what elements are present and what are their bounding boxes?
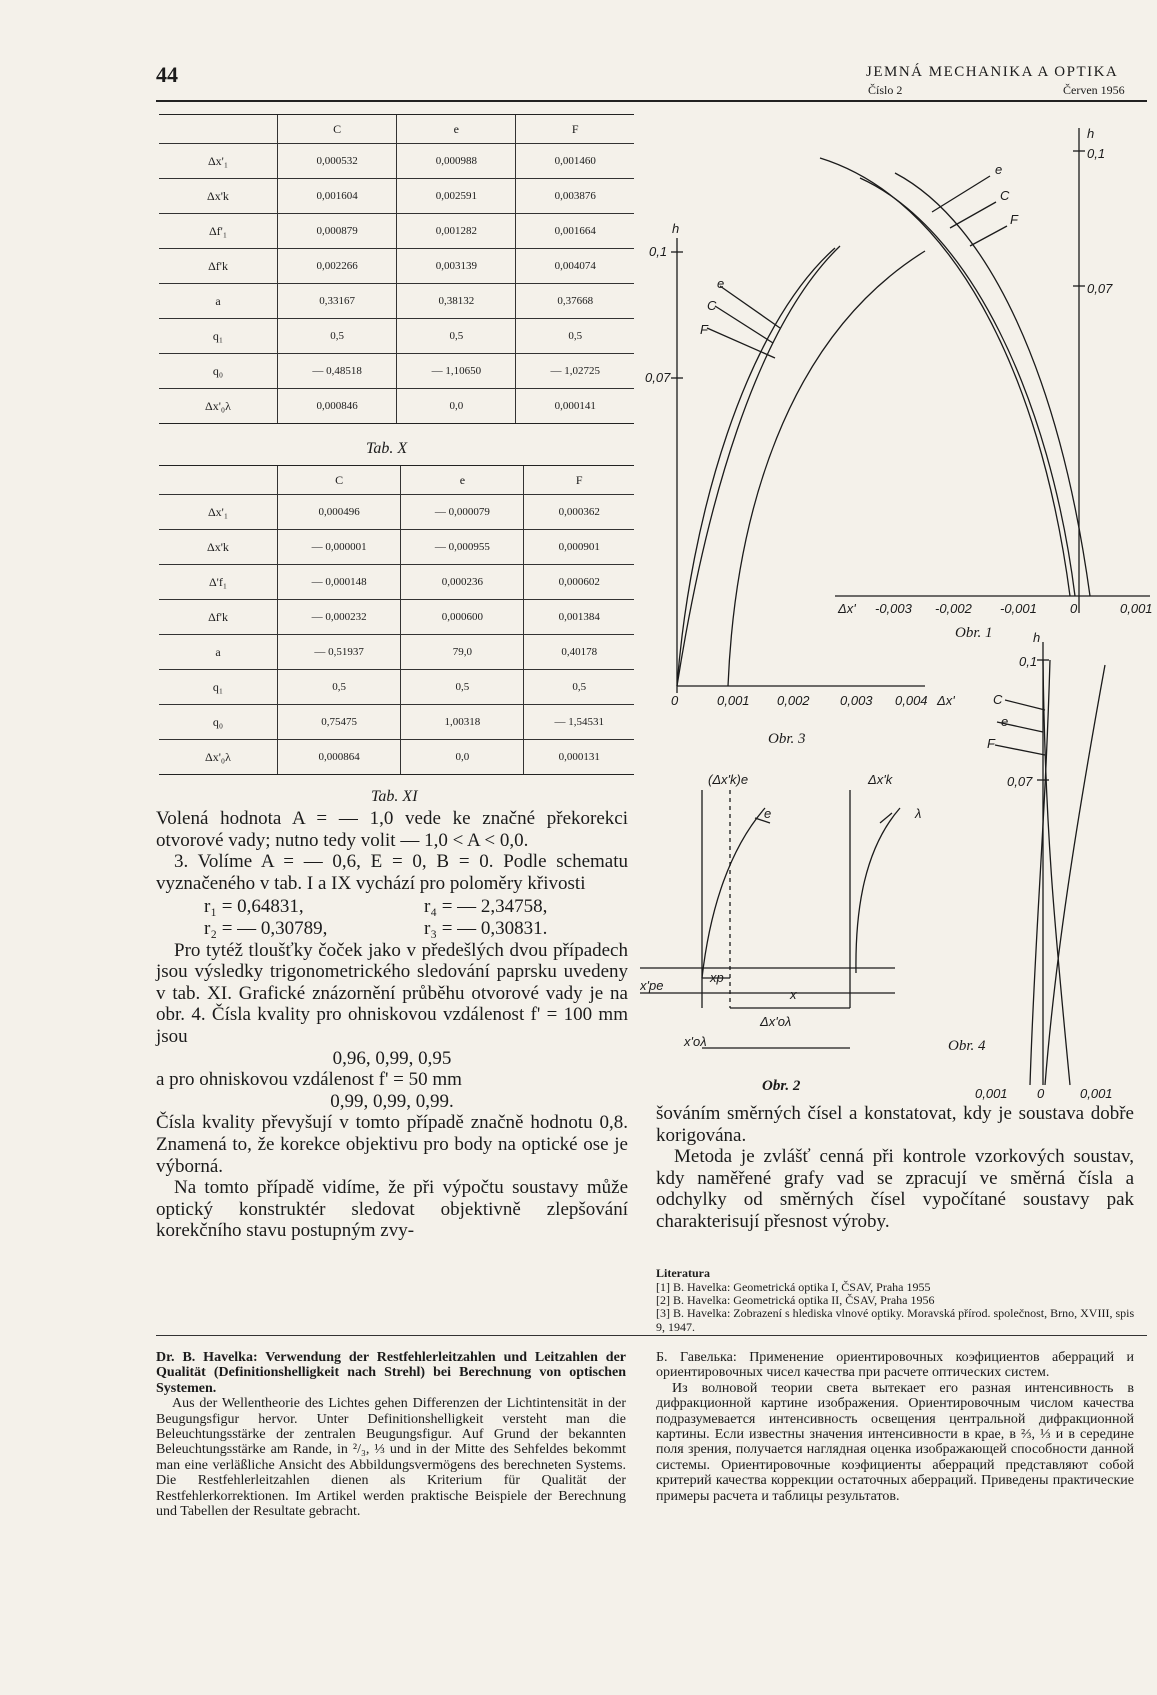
axis-label-h: h	[672, 221, 680, 236]
curve-label: e	[717, 276, 725, 291]
issue-number: Číslo 2	[868, 83, 903, 97]
column-header: F	[516, 115, 634, 144]
table-header-row	[159, 466, 634, 495]
table-row: Δx'₀λ 0,000864 0,0 0,000131	[159, 740, 634, 775]
issue-date: Červen 1956	[1063, 83, 1125, 97]
abstract-body: Из волновой теории света вытекает его разная интенсивность в дифракционной картине изображения. Ориентировочным числом качества подразумевается интенсивность освещения центральной дифракционной картины. Если известны значения интенсивности в крае, в ⅔, ⅓ и в середине поля зрения, получается наглядная оценка изображающей способности данной системы. Ориентировочные коэфициенты аберраций представляют собой критерий качества коррекции остаточных аберраций. Приведены практические примеры расчета и таблицы результатов.	[656, 1380, 1134, 1504]
curve-label: F	[700, 322, 708, 337]
tick-label: 0,1	[649, 244, 668, 259]
journal-title: JEMNÁ MECHANIKA A OPTIKA	[866, 64, 1119, 80]
paragraph: šováním směrných čísel a konstatovat, kdy je soustava dobře korigována.	[656, 1103, 1134, 1146]
tick-label: 0,1	[1019, 654, 1038, 669]
abstract-russian	[656, 1350, 1134, 1504]
equation-r3: r₃ = — 0,30831.	[424, 917, 548, 939]
label-xol: x'oλ	[684, 1034, 707, 1049]
abstract-title: Б. Гавелька: Применение ориентировочных коэфициентов аберраций и ориентировочных чисел качества при расчете оптических систем.	[656, 1350, 1134, 1381]
column-header: e	[401, 466, 524, 495]
curve-lambda	[856, 808, 900, 973]
abstract-body: Aus der Wellentheorie des Lichtes gehen Differenzen der Lichtintensität in der Beugungsfigur hervor. Unter Definitionshelligkeit versteht man die Beleuchtungsstärke der zentralen Beugungsfigur. Auf Grund der bekannten Beleuchtungsstärke am Rande, in ²/₃, ⅓ und in der Mitte des Sehfeldes bekommt man eine verläßliche Ansicht des Abbildungsvermögens des berechneten Systems. Die Restfehlerleitzahlen dienen als Kriterium für Qualität der Restfehlerkorrektionen. Im Artikel werden praktische Beispiele der Berechnung und Tabellen der Resultate gebracht.	[156, 1396, 626, 1520]
curve-label: F	[987, 736, 995, 751]
tick-label: -0,001	[1000, 601, 1037, 616]
paragraph: Metoda je zvlášť cenná při kontrole vzorkových soustav, kdy naměřené grafy vad se zpracují ve směrná čísla a odchylky od směrných čísel vypočítané soustavy pak charakterisují přesnost výroby.	[656, 1146, 1134, 1232]
table-row: q₁ 0,5 0,5 0,5	[159, 670, 634, 705]
curve-label: C	[707, 298, 717, 313]
axis-label-x: Δx'	[937, 693, 955, 708]
tick-label: 0,07	[1087, 281, 1113, 296]
equation-r2: r₂ = — 0,30789,	[204, 917, 328, 939]
tick-label: 0,1	[1087, 146, 1106, 161]
label-lambda: λ	[915, 806, 922, 821]
curve-C	[1030, 660, 1050, 1085]
column-header: C	[278, 115, 397, 144]
table-row: Δ'f₁ — 0,000148 0,000236 0,000602	[159, 565, 634, 600]
paragraph: Čísla kvality převyšují v tomto případě značně hodnotu 0,8. Znamená to, že korekce objektivu pro body na optické ose je výborná.	[156, 1112, 628, 1177]
table-xi-caption: Tab. XI	[371, 788, 418, 805]
literature-heading: Literatura	[656, 1266, 710, 1280]
table-row: Δx'k 0,001604 0,002591 0,003876	[159, 179, 634, 214]
curve-F	[728, 251, 925, 686]
curve-label: e	[1001, 714, 1009, 729]
quality-numbers-50: 0,99, 0,99, 0,99.	[330, 1090, 454, 1112]
column-header: C	[278, 466, 401, 495]
tick-label: 0	[1037, 1086, 1045, 1100]
column-header: F	[524, 466, 634, 495]
tick-label: 0,001	[1080, 1086, 1113, 1100]
tick-label: 0	[1070, 601, 1078, 616]
tick-label: 0,001	[975, 1086, 1008, 1100]
curve-label: e	[995, 162, 1003, 177]
figure-obr-4	[975, 630, 1150, 1100]
tick-label: 0,07	[1007, 774, 1033, 789]
equation-row	[156, 896, 628, 918]
label-dxke: (Δx'k)e	[708, 772, 749, 787]
paragraph: a pro ohniskovou vzdálenost f' = 50 mm	[156, 1069, 462, 1091]
curve-e	[1043, 660, 1070, 1085]
reference-item: [2] B. Havelka: Geometrická optika II, ČSAV, Praha 1956	[656, 1293, 935, 1308]
table-row: Δx'₁ 0,000496 — 0,000079 0,000362	[159, 495, 634, 530]
figure-obr-2	[640, 768, 970, 1068]
curve-e	[702, 808, 765, 978]
table-row: Δx'₀λ 0,000846 0,0 0,000141	[159, 389, 634, 424]
paragraph: Na tomto případě vidíme, že při výpočtu soustavy může optický konstruktér sledovat objektivně zlepšování korekčního stavu postupným zvy-	[156, 1177, 628, 1242]
reference-item: [3] B. Havelka: Zobrazení s hlediska vlnové optiky. Moravská přírod. společnost, Brno, XVIII, spis 9, 1947.	[656, 1306, 1135, 1334]
table-row: q₀ — 0,48518 — 1,10650 — 1,02725	[159, 354, 634, 389]
equation-row	[156, 918, 628, 940]
table-xi	[159, 465, 634, 775]
abstract-title: Dr. B. Havelka: Verwendung der Restfehlerleitzahlen und Leitzahlen der Qualität (Definitionshelligkeit nach Strehl) bei Berechnung von optischen Systemen.	[156, 1350, 626, 1396]
tick-label: 0,001	[1120, 601, 1153, 616]
curve-e	[677, 248, 835, 686]
table-row: q₀ 0,75475 1,00318 — 1,54531	[159, 705, 634, 740]
tick-label: 0,07	[645, 370, 671, 385]
figure-caption: Obr. 2	[762, 1078, 801, 1094]
table-row: Δx'₁ 0,000532 0,000988 0,001460	[159, 144, 634, 179]
label-e: e	[764, 806, 772, 821]
curve-label: F	[1010, 212, 1018, 227]
table-header-row	[159, 115, 634, 144]
label-dxk: Δx'k	[868, 772, 893, 787]
paragraph: Volená hodnota A = — 1,0 vede ke značné překorekci otvorové vady; nutno tedy volit — 1,0 < A < 0,0.	[156, 808, 628, 851]
quality-numbers-100: 0,96, 0,99, 0,95	[332, 1047, 452, 1069]
table-x	[159, 114, 634, 424]
figure-caption: Obr. 3	[768, 731, 806, 747]
figure-caption: Obr. 4	[948, 1038, 986, 1054]
tick-label: 0,002	[777, 693, 810, 708]
paragraph: 3. Volíme A = — 0,6, E = 0, B = 0. Podle schematu vyznačeného v tab. I a IX vychází pro poloměry křivosti	[156, 851, 628, 894]
table-x-caption: Tab. X	[366, 440, 408, 457]
figure-obr-3	[645, 218, 960, 718]
equation-r4: r₄ = — 2,34758,	[424, 896, 548, 918]
table-row: Δf'k 0,002266 0,003139 0,004074	[159, 249, 634, 284]
table-row: Δx'k — 0,000001 — 0,000955 0,000901	[159, 530, 634, 565]
tick-label: 0	[671, 693, 679, 708]
curve-label: C	[1000, 188, 1010, 203]
table-row: a — 0,51937 79,0 0,40178	[159, 635, 634, 670]
label-xpe: x'pe	[640, 978, 664, 993]
right-column-text	[656, 1103, 1134, 1233]
tick-label: 0,001	[717, 693, 750, 708]
table-row: Δf'k — 0,000232 0,000600 0,001384	[159, 600, 634, 635]
curve-F	[1045, 665, 1105, 1085]
header-rule	[156, 100, 1147, 102]
tick-label: -0,002	[935, 601, 972, 616]
axis-label-h: h	[1087, 126, 1095, 141]
curve-C	[677, 246, 840, 686]
figure-caption: Obr. 1	[955, 625, 993, 641]
paragraph: Pro tytéž tloušťky čoček jako v předešlých dvou případech jsou výsledky trigonometrického sledování paprsku uvedeny v tab. XI. Grafické znázornění průběhu otvorové vady je na obr. 4. Čísla kvality pro ohniskovou vzdálenost f' = 100 mm jsou	[156, 939, 628, 1047]
literature-list	[656, 1281, 1136, 1334]
table-row: q₁ 0,5 0,5 0,5	[159, 319, 634, 354]
left-column-text	[156, 808, 628, 1242]
abstract-rule	[156, 1335, 1147, 1336]
axis-label-x: Δx'	[838, 601, 856, 616]
table-row: a 0,33167 0,38132 0,37668	[159, 284, 634, 319]
abstract-german	[156, 1350, 626, 1519]
curve-label: C	[993, 692, 1003, 707]
tick-label: 0,004	[895, 693, 928, 708]
column-header: e	[397, 115, 516, 144]
label-dxol: Δx'oλ	[760, 1014, 792, 1029]
tick-label: -0,003	[875, 601, 912, 616]
table-row: Δf'₁ 0,000879 0,001282 0,001664	[159, 214, 634, 249]
label-xp: xp	[710, 970, 724, 985]
tick-label: 0,003	[840, 693, 873, 708]
axis-label-h: h	[1033, 630, 1041, 645]
page-number: 44	[156, 62, 178, 87]
reference-item: [1] B. Havelka: Geometrická optika I, ČSAV, Praha 1955	[656, 1280, 931, 1294]
equation-r1: r₁ = 0,64831,	[204, 896, 304, 918]
label-x: x	[790, 987, 797, 1002]
